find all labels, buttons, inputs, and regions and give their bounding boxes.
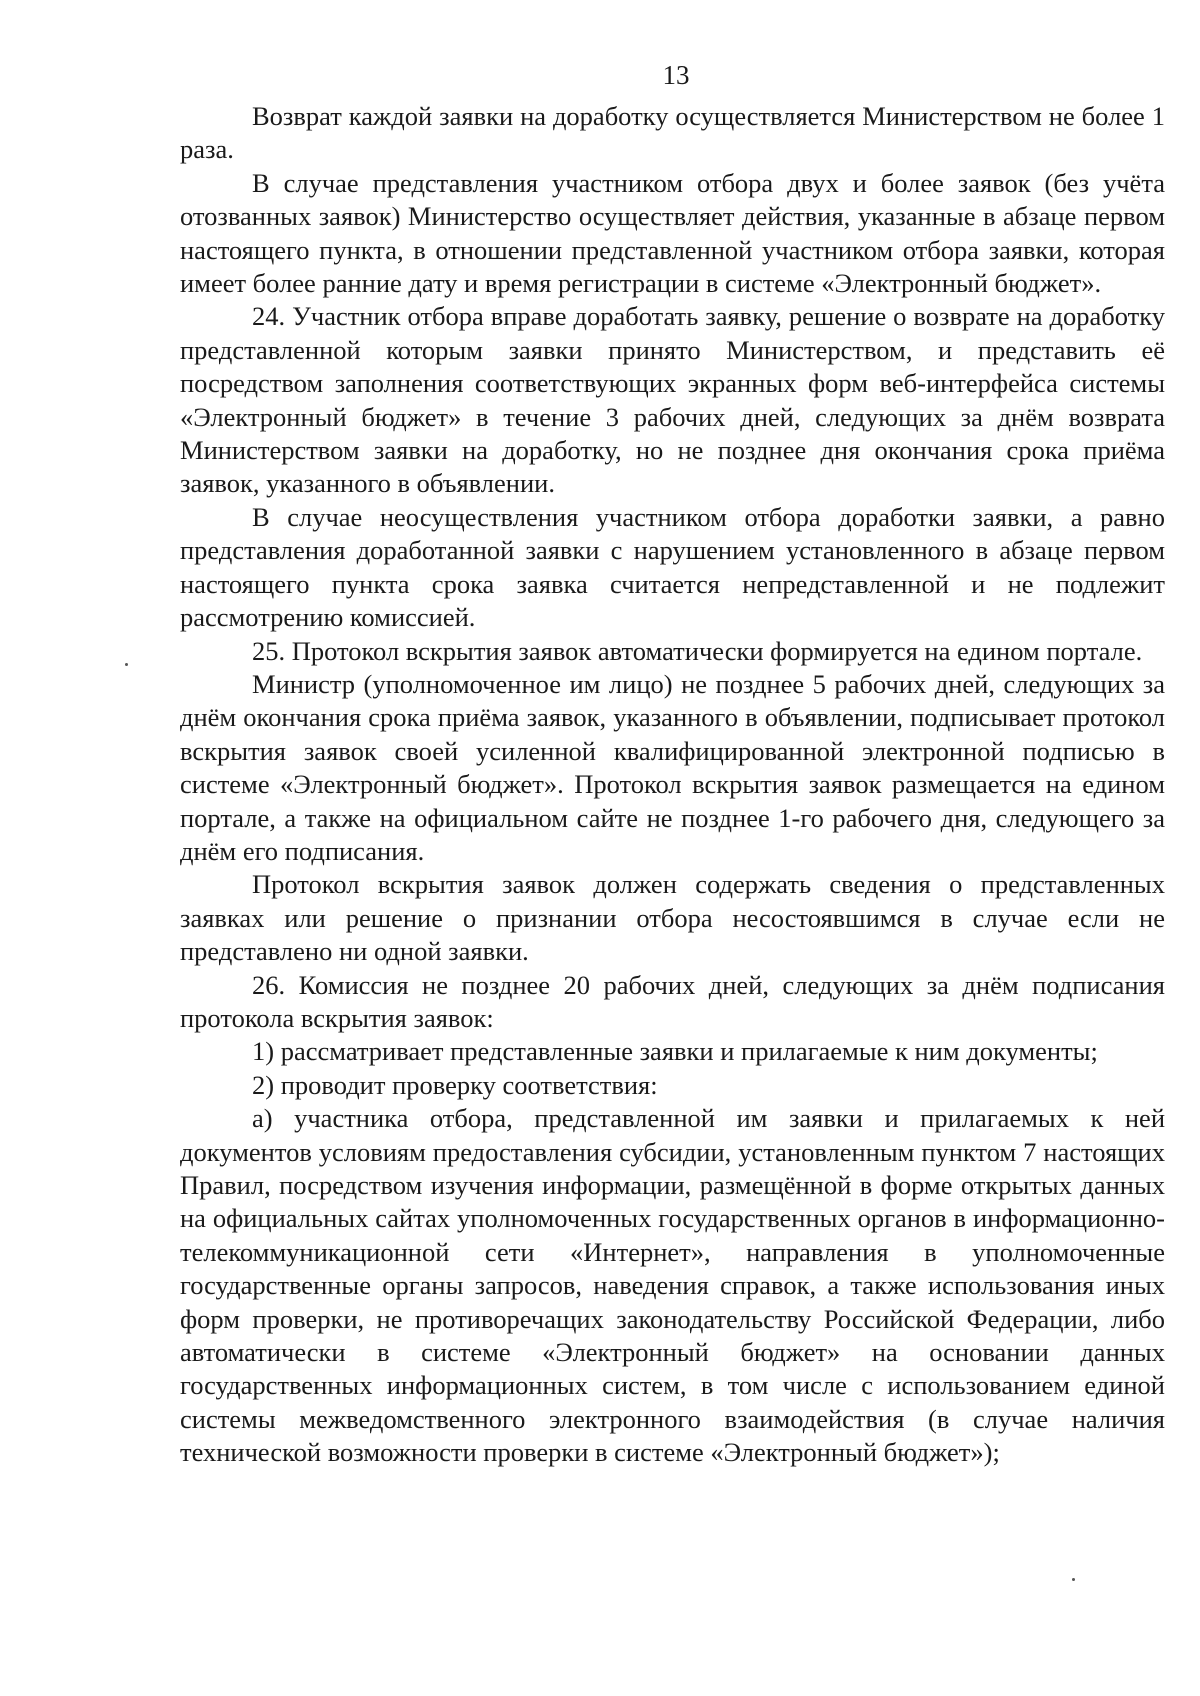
- document-body: [180, 100, 1165, 1470]
- paragraph-item-25: 25. Протокол вскрытия заявок автоматически формируется на едином портале.: [252, 635, 1143, 666]
- paragraph-subitem-2: 2) проводит проверку соответствия:: [252, 1069, 658, 1100]
- paragraph-item-24: 24. Участник отбора вправе доработать заявку, решение о возврате на доработку представленной которым заявки принято Министерством, и представить её посредством заполнения соответствующих экранных форм веб-интерфейса системы «Электронный бюджет» в течение 3 рабочих дней, следующих за днём возврата Министерством заявки на доработку, но не позднее дня окончания срока приёма заявок, указанного в объявлении.: [180, 301, 1165, 499]
- scan-artifact-dot: [125, 663, 128, 666]
- paragraph-subitem-a: а) участника отбора, представленной им заявки и прилагаемых к ней документов условиям предоставления субсидии, установленным пунктом 7 настоящих Правил, посредством изучения информации, размещённой в форме открытых данных на официальных сайтах уполномоченных государственных органов в информационно-телекоммуникационной сети «Интернет», направления в уполномоченные государственные органы запросов, наведения справок, а также использования иных форм проверки, не противоречащих законодательству Российской Федерации, либо автоматически в системе «Электронный бюджет» на основании данных государственных информационных систем, в том числе с использованием единой системы межведомственного электронного взаимодействия (в случае наличия технической возможности проверки в системе «Электронный бюджет»);: [180, 1103, 1165, 1468]
- paragraph-return-limit: Возврат каждой заявки на доработку осуществляется Министерством не более 1 раза.: [180, 101, 1165, 165]
- scan-artifact-dot: [1072, 1578, 1075, 1581]
- paragraph-minister-signs: Министр (уполномоченное им лицо) не позднее 5 рабочих дней, следующих за днём окончания срока приёма заявок, указанного в объявлении, подписывает протокол вскрытия заявок своей усиленной квалифицированной электронной подписью в системе «Электронный бюджет». Протокол вскрытия заявок размещается на едином портале, а также на официальном сайте не позднее 1-го рабочего дня, следующего за днём его подписания.: [180, 668, 1165, 866]
- paragraph-subitem-1: 1) рассматривает представленные заявки и прилагаемые к ним документы;: [252, 1036, 1098, 1067]
- paragraph-protocol-contents: Протокол вскрытия заявок должен содержать сведения о представленных заявках или решение о признании отбора несостоявшимся в случае если не представлено ни одной заявки.: [180, 869, 1165, 967]
- paragraph-not-revised: В случае неосуществления участником отбора доработки заявки, а равно представления доработанной заявки с нарушением установленного в абзаце первом настоящего пункта срока заявка считается непредставленной и не подлежит рассмотрению комиссией.: [180, 501, 1165, 633]
- page-number: 13: [662, 60, 690, 90]
- paragraph-item-26: 26. Комиссия не позднее 20 рабочих дней, следующих за днём подписания протокола вскрытия заявок:: [180, 969, 1165, 1033]
- paragraph-multiple-applications: В случае представления участником отбора двух и более заявок (без учёта отозванных заявок) Министерство осуществляет действия, указанные в абзаце первом настоящего пункта, в отношении представленной участником отбора заявки, которая имеет более ранние дату и время регистрации в системе «Электронный бюджет».: [180, 167, 1165, 299]
